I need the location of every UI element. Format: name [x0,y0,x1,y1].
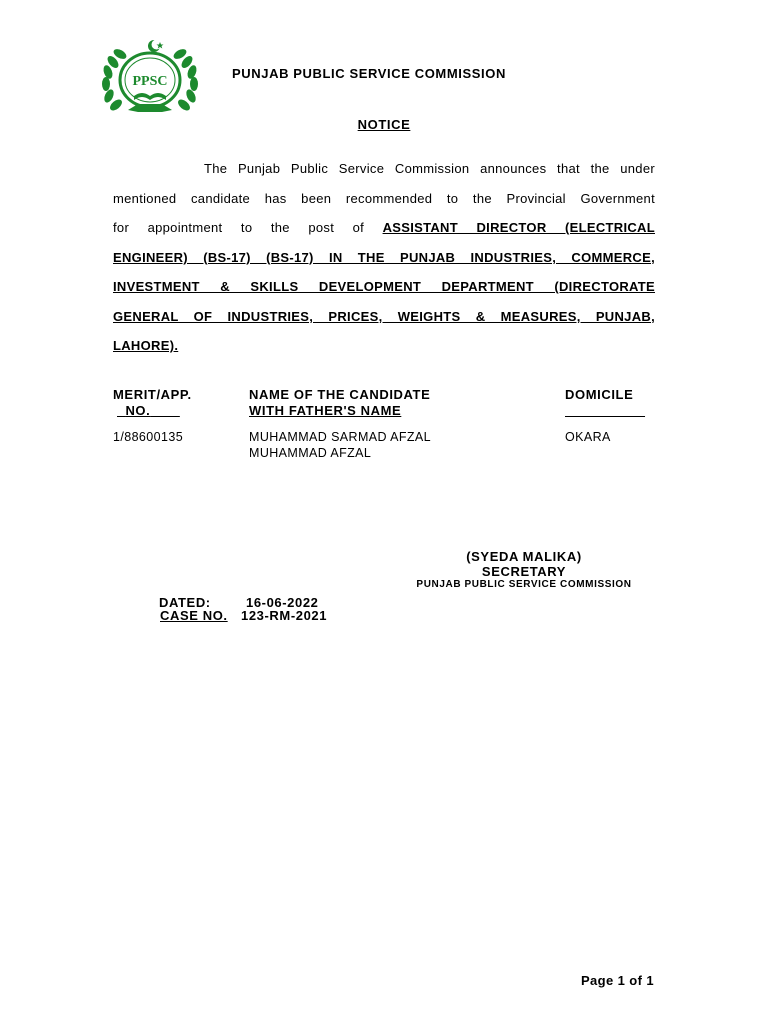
signatory-name: (SYEDA MALIKA) [466,549,582,564]
case-label: CASE NO. [160,608,228,623]
candidate-name: MUHAMMAD SARMAD AFZAL [249,430,432,444]
name-header-line-1: NAME OF THE CANDIDATE [249,387,431,402]
logo-text: PPSC [132,74,168,89]
post-line-1: ASSISTANT DIRECTOR (ELECTRICAL [382,220,655,235]
merit-header-line-1: MERIT/APP. [113,387,192,402]
domicile-value: OKARA [565,430,611,444]
merit-number: 1/88600135 [113,430,184,444]
father-name: MUHAMMAD AFZAL [249,446,372,460]
domicile-column-header [565,387,645,419]
organization-title: PUNJAB PUBLIC SERVICE COMMISSION [232,66,506,81]
body-line-3 [113,220,655,235]
body-line-2: mentioned candidate has been recommended to the Provincial Government [113,191,655,206]
dated-value: 16-06-2022 [246,595,319,610]
name-header-line-2: WITH FATHER'S NAME [249,403,402,418]
post-line-2: ENGINEER) (BS-17) (BS-17) IN THE PUNJAB INDUSTRIES, COMMERCE, [113,250,655,265]
merit-column-header [113,387,192,419]
post-line-3: INVESTMENT & SKILLS DEVELOPMENT DEPARTMENT (DIRECTORATE [113,279,655,294]
candidate-name-cell [249,429,431,461]
name-column-header [249,387,430,419]
signatory-designation: SECRETARY [481,564,567,579]
ppsc-logo [98,38,202,114]
case-value: 123-RM-2021 [241,608,328,623]
merit-header-line-2: NO. [125,403,151,418]
notice-title: NOTICE [357,117,411,132]
domicile-header-underline [565,403,645,419]
ppsc-logo-emblem-icon [98,38,202,114]
page-number: Page 1 of 1 [580,973,654,988]
body-line-3-prefix: for appointment to the post of [113,220,383,235]
post-line-5: LAHORE). [113,338,179,353]
signatory-organization: PUNJAB PUBLIC SERVICE COMMISSION [416,579,632,590]
domicile-header-label: DOMICILE [565,387,634,402]
dated-label: DATED: [159,595,211,610]
body-line-1: The Punjab Public Service Commission announces that the under [204,161,655,176]
post-line-4: GENERAL OF INDUSTRIES, PRICES, WEIGHTS & MEASURES, PUNJAB, [113,309,655,324]
